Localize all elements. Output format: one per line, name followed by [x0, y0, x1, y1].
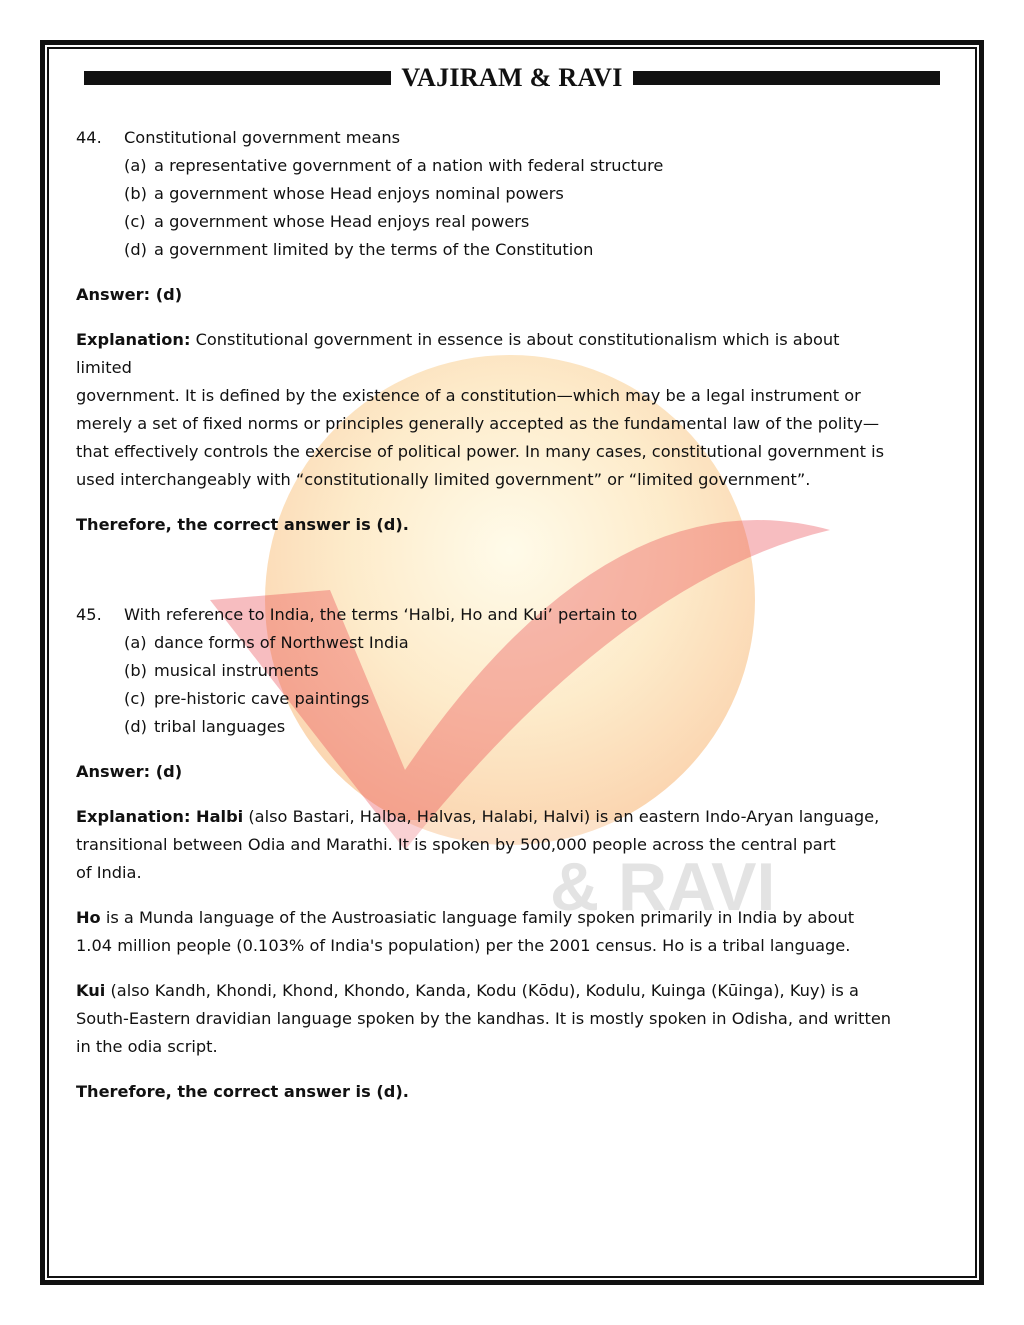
explanation-ho: Ho is a Munda language of the Austroasiatic language family spoken primarily in India by about 1.04 million people (0.103% of India's population) per the 2001 census. Ho is a tribal language.	[76, 908, 855, 955]
question-number: 44.	[76, 128, 102, 147]
document-body	[76, 124, 896, 1106]
option-a: (a) dance forms of Northwest India	[124, 633, 409, 652]
answer-44: Answer: (d)	[76, 285, 183, 304]
option-c: (c) pre-historic cave paintings	[124, 689, 370, 708]
option-c: (c) a government whose Head enjoys real powers	[124, 212, 530, 231]
header-bar-right	[633, 71, 940, 85]
option-b: (b) musical instruments	[124, 661, 319, 680]
question-44	[76, 124, 896, 152]
header-title: VAJIRAM & RAVI	[401, 63, 623, 92]
option-a: (a) a representative government of a nation with federal structure	[124, 156, 664, 175]
svg-text:& RAVI: & RAVI	[550, 849, 776, 925]
question-45	[76, 601, 896, 629]
option-b: (b) a government whose Head enjoys nominal powers	[124, 184, 564, 203]
question-number: 45.	[76, 605, 102, 624]
option-d: (d) a government limited by the terms of the Constitution	[124, 240, 594, 259]
answer-45: Answer: (d)	[76, 762, 183, 781]
option-d: (d) tribal languages	[124, 717, 286, 736]
question-stem: Constitutional government means	[124, 128, 401, 147]
explanation-kui: Kui (also Kandh, Khondi, Khond, Khondo, Kanda, Kodu (Kōdu), Kodulu, Kuinga (Kūinga), Kuy) is a South-Eastern dravidian language spoken by the kandhas. It is mostly spoken in Odisha, and written in the odia script.	[76, 981, 892, 1056]
explanation-44: Explanation: Constitutional government in essence is about constitutionalism which is about limited government. It is defined by the existence of a constitution—which may be a legal instrument or merely a set of fixed norms or principles generally accepted as the fundamental law of the polity— that effectively controls the exercise of political power. In many cases, constitutional government is used interchangeably with “constitutionally limited government” or “limited government”.	[76, 330, 885, 489]
conclusion-45: Therefore, the correct answer is (d).	[76, 1082, 409, 1101]
explanation-halbi: Explanation: Halbi (also Bastari, Halba, Halvas, Halabi, Halvi) is an eastern Indo-Aryan language, transitional between Odia and Marathi. It is spoken by 500,000 people across the central part of India.	[76, 807, 880, 882]
conclusion-44: Therefore, the correct answer is (d).	[76, 515, 409, 534]
page-header	[84, 62, 940, 94]
question-stem: With reference to India, the terms ‘Halbi, Ho and Kui’ pertain to	[124, 605, 638, 624]
header-bar-left	[84, 71, 391, 85]
